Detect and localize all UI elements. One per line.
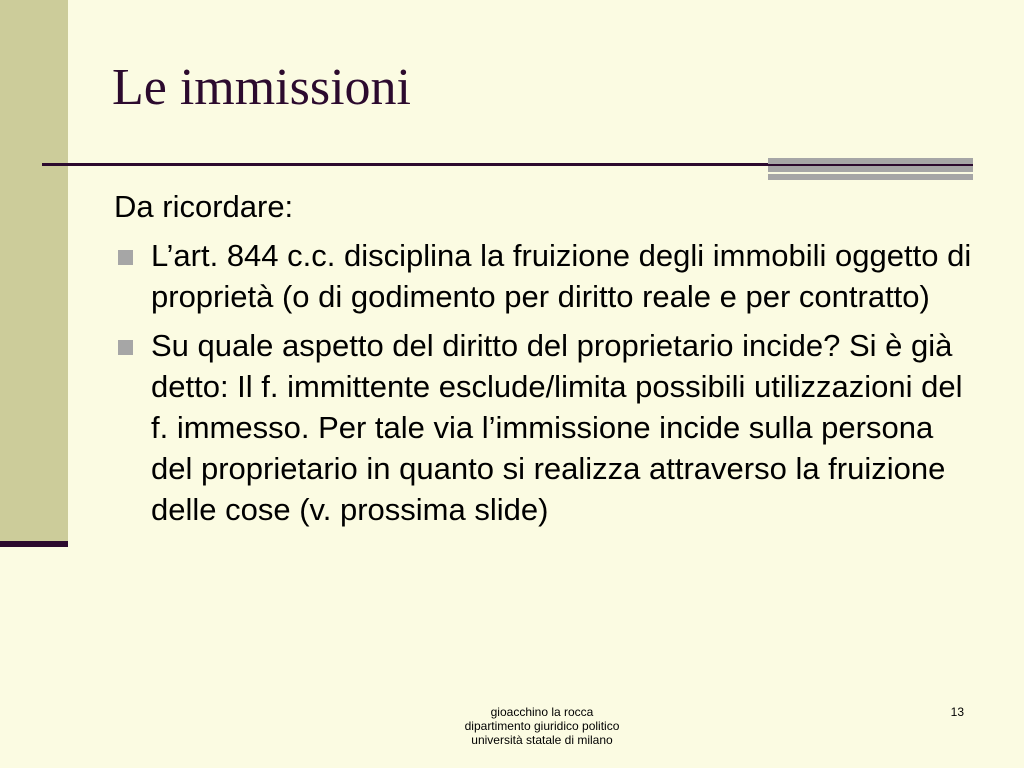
- decorative-bar: [768, 166, 973, 172]
- slide-body: [114, 186, 974, 530]
- bullet-item: [114, 325, 974, 530]
- bullet-list: [114, 235, 974, 530]
- decorative-bar: [768, 174, 973, 180]
- bullet-text: Su quale aspetto del diritto del proprietario incide? Si è già detto: Il f. immittente esclude/limita possibili utilizzazioni del f. immesso. Per tale via l’immissione incide sulla persona del proprietario in quanto si realizza attraverso la fruizione delle cose (v. prossima slide): [151, 328, 963, 527]
- square-bullet-icon: [118, 340, 133, 355]
- footer-line: università statale di milano: [471, 733, 613, 747]
- slide-title: Le immissioni: [112, 59, 411, 116]
- bullet-item: [114, 235, 974, 317]
- left-band-rule: [0, 541, 68, 547]
- footer-author: [400, 705, 684, 747]
- decorative-bars: [768, 156, 973, 180]
- bullet-text: L’art. 844 c.c. disciplina la fruizione degli immobili oggetto di proprietà (o di godimento per diritto reale e per contratto): [151, 238, 972, 314]
- footer-line: dipartimento giuridico politico: [464, 719, 620, 733]
- page-number: 13: [950, 705, 964, 719]
- footer-line: gioacchino la rocca: [490, 705, 594, 719]
- square-bullet-icon: [118, 250, 133, 265]
- intro-text: Da ricordare:: [114, 189, 294, 224]
- left-decorative-band: [0, 0, 68, 541]
- decorative-bar: [768, 158, 973, 164]
